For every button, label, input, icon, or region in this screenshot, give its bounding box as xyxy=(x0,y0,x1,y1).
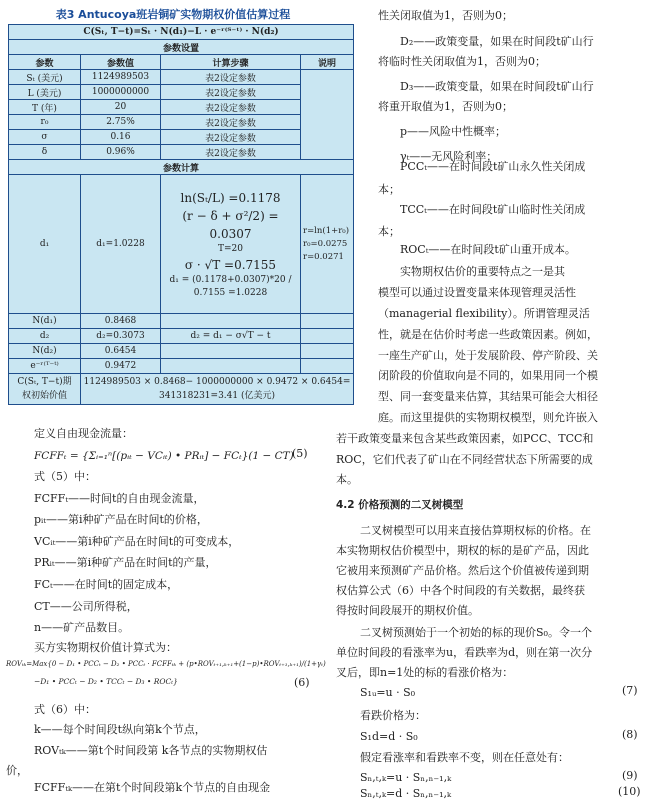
text-line: k——每个时间段t纵向第k个节点， xyxy=(34,723,206,736)
text-line: ROC，它们代表了矿山在不同经营状态下所需要的成 xyxy=(336,453,593,466)
nd1-value: 0.8468 xyxy=(81,314,161,329)
d1-step-ln: ln(Sₜ/L) =0.1178 xyxy=(180,190,281,205)
d1-name: d₁ xyxy=(9,175,81,314)
text-line: 看跌价格为： xyxy=(360,709,426,722)
equation-8: S₁d=d · S₀ xyxy=(360,730,418,743)
param-value: 1000000000 xyxy=(81,85,161,100)
text-line: D₃——政策变量，如果在时间段t矿山行 xyxy=(400,80,594,93)
text-line: 将重开取值为1，否则为0； xyxy=(378,100,513,113)
text-line: 假定看涨率和看跌率不变，则在任意处有： xyxy=(360,751,569,764)
d1-step-t: T=20 xyxy=(218,243,243,254)
param-step: 表2设定参数 xyxy=(161,145,301,160)
text-line: γₜ——无风险利率； xyxy=(400,150,498,163)
text-line: FCFFₜₖ——在第t个时间段第k个节点的自由现金 xyxy=(34,781,271,794)
text-line: 将临时性关闭取值为1，否则为0； xyxy=(378,55,546,68)
text-line: ROCₜ——在时间段t矿山重开成本。 xyxy=(400,243,576,256)
param-value: 2.75% xyxy=(81,115,161,130)
text-line: 庭。而这里提供的实物期权模型，则允许嵌入 xyxy=(378,411,598,424)
text-line: FCFFₜ——时间t的自由现金流量， xyxy=(34,492,205,505)
equation-number: (7) xyxy=(622,684,638,697)
param-name: r₀ xyxy=(9,115,81,130)
text-line: 本； xyxy=(378,183,400,196)
text-line: 得按时间段展开的期权价值。 xyxy=(336,604,479,617)
param-name: δ xyxy=(9,145,81,160)
equation-10: Sₙ,ₜ,ₖ=d · Sₙ,ₙ₋₁,ₖ xyxy=(360,787,452,800)
valuation-table xyxy=(8,24,354,405)
section-calc: 参数计算 xyxy=(9,160,354,175)
final-name xyxy=(9,374,81,405)
text-line: 本。 xyxy=(336,473,358,486)
d2-step: d₂ = d₁ − σ√T − t xyxy=(161,329,301,344)
text-line: ROVₜₖ——第t个时间段第 k各节点的实物期权估 xyxy=(34,744,268,757)
param-step: 表2设定参数 xyxy=(161,85,301,100)
table-row xyxy=(9,70,354,85)
equation-number: (5) xyxy=(292,447,308,460)
d1-value: d₁=1.0228 xyxy=(81,175,161,314)
param-name: T (年) xyxy=(9,100,81,115)
d1-step-drift: (r − δ + σ²/2) = 0.0307 xyxy=(182,208,279,241)
text-line: VCᵢₜ——第i种矿产品在时间t的可变成本， xyxy=(34,535,240,548)
param-name: σ xyxy=(9,130,81,145)
text-line: 一座生产矿山，处于发展阶段、停产阶段、关 xyxy=(378,349,598,362)
section-heading: 4.2 价格预测的二叉树模型 xyxy=(336,499,464,511)
param-value: 20 xyxy=(81,100,161,115)
col-header-step: 计算步骤 xyxy=(161,55,301,70)
text-line: 定义自由现金流量： xyxy=(34,427,133,440)
param-value: 1124989503 xyxy=(81,70,161,85)
param-name: Sₜ (美元) xyxy=(9,70,81,85)
section-params: 参数设置 xyxy=(9,40,354,55)
equation-rov-1: ROVₜₖ=Max{0 − D₁ • PCCₜ − D₂ • PCCₜ · FCFFₜₖ + (p•ROVₜ₊₁,ₖ₊₁+(1−p)•ROVₜ₊₁,ₖ₊₁)/(1+γₜ) xyxy=(6,660,326,668)
exp-value: 0.9472 xyxy=(81,359,161,374)
text-line: 实物期权估价的重要特点之一是其 xyxy=(400,265,565,278)
table-row xyxy=(9,359,354,374)
text-line: 它被用来预测矿产品价格。然后这个价值被传递到期 xyxy=(336,564,589,577)
final-value-2: 341318231=3.41 (亿美元) xyxy=(159,391,275,401)
text-line: FCₜ——在时间t的固定成本， xyxy=(34,578,179,591)
text-line: 买方实物期权价值计算式为： xyxy=(34,641,177,654)
nd2-name: N(d₂) xyxy=(9,344,81,359)
table-row xyxy=(9,175,354,314)
text-line: TCCₜ——在时间段t矿山临时性关闭成 xyxy=(400,203,586,216)
param-value: 0.16 xyxy=(81,130,161,145)
note-line: r₀=0.0275 xyxy=(303,238,348,249)
text-line: n——矿产品数目。 xyxy=(34,621,130,634)
text-line: 本实物期权估价模型中，期权的标的是矿产品，因此 xyxy=(336,544,589,557)
final-value xyxy=(81,374,354,405)
final-value-1: 1124989503 × 0.8468− 1000000000 × 0.9472 × 0.6454= xyxy=(83,377,351,387)
equation-number: (10) xyxy=(618,785,641,798)
nd2-value: 0.6454 xyxy=(81,344,161,359)
nd1-name: N(d₁) xyxy=(9,314,81,329)
param-value: 0.96% xyxy=(81,145,161,160)
table-caption: 表3 Antucoya班岩铜矿实物期权价值估算过程 xyxy=(55,8,291,21)
param-step: 表2设定参数 xyxy=(161,115,301,130)
text-line: 性关闭取值为1，否则为0； xyxy=(378,9,513,22)
table-row xyxy=(9,344,354,359)
text-line: 模型可以通过设置变量来体现管理灵活性 xyxy=(378,286,576,299)
text-line: 性，就是在估价时考虑一些政策因素。例如， xyxy=(378,328,598,341)
text-line: 型、同一套变量来估算，其结果可能会大相径 xyxy=(378,390,598,403)
table-row xyxy=(9,314,354,329)
text-line: 闭阶段的价值取向是不同的，如果用同一个模 xyxy=(378,369,598,382)
text-line: D₂——政策变量，如果在时间段t矿山行 xyxy=(400,35,594,48)
text-line: 二叉树模型可以用来直接估算期权标的价格。在 xyxy=(360,524,591,537)
text-line: 单位时间段的看涨率为u，看跌率为d，则在第一次分 xyxy=(336,646,593,659)
text-line: p——风险中性概率； xyxy=(400,125,507,138)
text-line: PRᵢₜ——第i种矿产品在时间t的产量， xyxy=(34,556,217,569)
equation-rov-2: −D₁ • PCCₜ − D₂ • TCCₜ − D₃ • ROCₜ} xyxy=(34,677,178,686)
equation-fcff: FCFFₜ = {Σᵢ₌₁ⁿ[(pᵢₜ − VCᵢₜ) • PRᵢₜ] − FCₜ}(1 − CT) xyxy=(34,450,294,462)
text-line: 式（6）中： xyxy=(34,703,96,716)
d2-value: d₂=0.3073 xyxy=(81,329,161,344)
note-line: r=ln(1+r₀) xyxy=(303,225,350,236)
text-line: 本； xyxy=(378,225,400,238)
d1-notes xyxy=(301,175,354,314)
d2-name: d₂ xyxy=(9,329,81,344)
text-line: 若干政策变量来包含某些政策因素，如PCC、TCC和 xyxy=(336,432,594,445)
d1-step-result: d₁ = (0.1178+0.0307)*20 / 0.7155 =1.0228 xyxy=(169,274,292,298)
note-line: r=0.0271 xyxy=(303,251,344,262)
col-header-param: 参数 xyxy=(9,55,81,70)
table-row xyxy=(9,329,354,344)
text-line: （managerial flexibility）。所谓管理灵活 xyxy=(378,307,590,320)
equation-9: Sₙ,ₜ,ₖ=u · Sₙ,ₙ₋₁,ₖ xyxy=(360,771,452,784)
equation-number: (6) xyxy=(294,676,310,689)
text-line: CT——公司所得税， xyxy=(34,600,138,613)
param-step: 表2设定参数 xyxy=(161,100,301,115)
param-name: L (美元) xyxy=(9,85,81,100)
exp-name: e⁻ʳ⁽ᵀ⁻ᵗ⁾ xyxy=(9,359,81,374)
text-line: pᵢₜ——第i种矿产品在时间t的价格， xyxy=(34,513,208,526)
d1-step-sigma: σ · √T =0.7155 xyxy=(184,257,277,272)
equation-number: (9) xyxy=(622,769,638,782)
formula-header: C(Sₜ, T−t)=Sₜ · N(d₁)−L · e⁻ʳ⁽ᵀ⁻ᵗ⁾ · N(d₂) xyxy=(9,25,354,40)
text-line: 式（5）中： xyxy=(34,470,96,483)
param-step: 表2设定参数 xyxy=(161,70,301,85)
equation-number: (8) xyxy=(622,728,638,741)
final-name-1: C(Sₜ, T−t)期 xyxy=(17,377,72,387)
text-line: 叉后，即n=1处的标的看涨价格为： xyxy=(336,666,514,679)
col-header-value: 参数值 xyxy=(81,55,161,70)
d1-steps xyxy=(161,175,301,314)
equation-7: S₁ᵤ=u · S₀ xyxy=(360,686,416,699)
text-line: 二叉树预测始于一个初始的标的现价S₀。令一个 xyxy=(360,626,592,639)
text-line: PCCₜ——在时间段t矿山永久性关闭成 xyxy=(400,160,586,173)
col-header-note: 说明 xyxy=(301,55,354,70)
text-line: 权估算公式（6）中各个时间段的有关数据，最终获 xyxy=(336,584,585,597)
table-row xyxy=(9,374,354,405)
text-line: 价， xyxy=(6,764,28,777)
param-step: 表2设定参数 xyxy=(161,130,301,145)
final-name-2: 权初始价值 xyxy=(21,391,67,401)
